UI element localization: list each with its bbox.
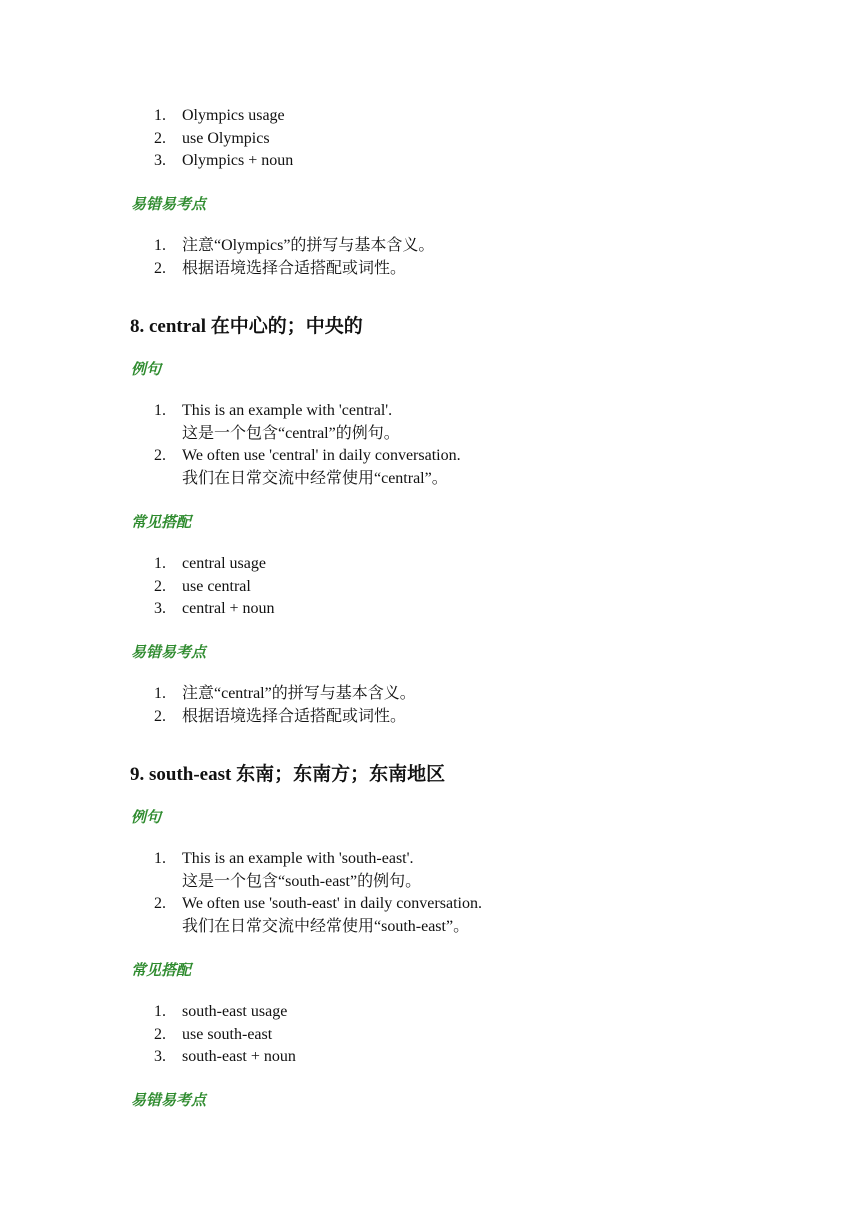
- list-item: [0, 105, 860, 128]
- error-point-text: 注意“Olympics”的拼写与基本含义。: [182, 237, 435, 254]
- list-number: 1.: [154, 685, 166, 702]
- list-item: [0, 706, 860, 729]
- errors-list: [0, 683, 860, 728]
- examples-heading: 例句: [131, 360, 162, 378]
- list-item: [0, 576, 860, 599]
- example-english: We often use 'central' in daily conversation.: [182, 447, 461, 464]
- word-heading-central: 8. central 在中心的；中央的: [130, 316, 363, 337]
- list-item: [0, 848, 860, 893]
- example-chinese: 我们在日常交流中经常使用“central”。: [182, 469, 448, 487]
- word-heading-south-east: 9. south-east 东南；东南方；东南地区: [130, 764, 446, 785]
- list-item: [0, 1046, 860, 1069]
- examples-list: [0, 848, 860, 938]
- list-number: 1.: [154, 107, 166, 124]
- list-number: 1.: [154, 555, 166, 572]
- list-item: [0, 128, 860, 151]
- example-chinese: 这是一个包含“south-east”的例句。: [182, 872, 422, 890]
- list-item: [0, 400, 860, 445]
- errors-heading: 易错易考点: [131, 195, 207, 213]
- list-number: 2.: [154, 447, 166, 464]
- list-number: 2.: [154, 129, 166, 147]
- list-item: [0, 553, 860, 576]
- list-number: 1.: [154, 237, 166, 254]
- list-number: 1.: [154, 1003, 166, 1020]
- example-english: We often use 'south-east' in daily conversation.: [182, 895, 482, 912]
- examples-heading: 例句: [131, 808, 162, 826]
- example-chinese: 这是一个包含“central”的例句。: [182, 424, 400, 442]
- collocation-text: central + noun: [182, 600, 275, 617]
- list-item: [0, 893, 860, 938]
- collocation-text: use south-east: [182, 1025, 273, 1043]
- collocations-heading: 常见搭配: [131, 961, 192, 979]
- list-number: 3.: [154, 600, 166, 617]
- collocation-text: south-east + noun: [182, 1048, 296, 1065]
- list-number: 1.: [154, 850, 166, 867]
- collocation-text: use Olympics: [182, 129, 270, 147]
- list-item: [0, 258, 860, 281]
- collocation-text: Olympics + noun: [182, 152, 294, 169]
- collocation-text: south-east usage: [182, 1003, 288, 1020]
- collocations-list: [0, 1001, 860, 1069]
- error-point-text: 根据语境选择合适搭配或词性。: [182, 259, 407, 277]
- collocations-heading: 常见搭配: [131, 513, 192, 531]
- collocation-text: use central: [182, 577, 251, 595]
- list-item: [0, 1024, 860, 1047]
- collocation-text: central usage: [182, 555, 266, 572]
- list-number: 2.: [154, 707, 166, 725]
- list-item: [0, 683, 860, 706]
- list-number: 1.: [154, 402, 166, 419]
- list-item: [0, 150, 860, 173]
- errors-heading: 易错易考点: [131, 1091, 207, 1109]
- list-number: 2.: [154, 895, 166, 912]
- list-number: 3.: [154, 1048, 166, 1065]
- examples-list: [0, 400, 860, 490]
- example-chinese: 我们在日常交流中经常使用“south-east”。: [182, 917, 470, 935]
- example-english: This is an example with 'south-east'.: [182, 850, 414, 867]
- collocations-list: [0, 553, 860, 621]
- list-item: [0, 445, 860, 490]
- list-item: [0, 1001, 860, 1024]
- list-number: 2.: [154, 1025, 166, 1043]
- list-number: 3.: [154, 152, 166, 169]
- list-item: [0, 598, 860, 621]
- list-number: 2.: [154, 577, 166, 595]
- list-item: [0, 235, 860, 258]
- top-collocations-list: [0, 105, 860, 173]
- example-english: This is an example with 'central'.: [182, 402, 393, 419]
- error-point-text: 注意“central”的拼写与基本含义。: [182, 685, 416, 702]
- collocation-text: Olympics usage: [182, 107, 285, 124]
- list-number: 2.: [154, 259, 166, 277]
- errors-heading: 易错易考点: [131, 643, 207, 661]
- error-point-text: 根据语境选择合适搭配或词性。: [182, 707, 407, 725]
- top-errors-list: [0, 235, 860, 280]
